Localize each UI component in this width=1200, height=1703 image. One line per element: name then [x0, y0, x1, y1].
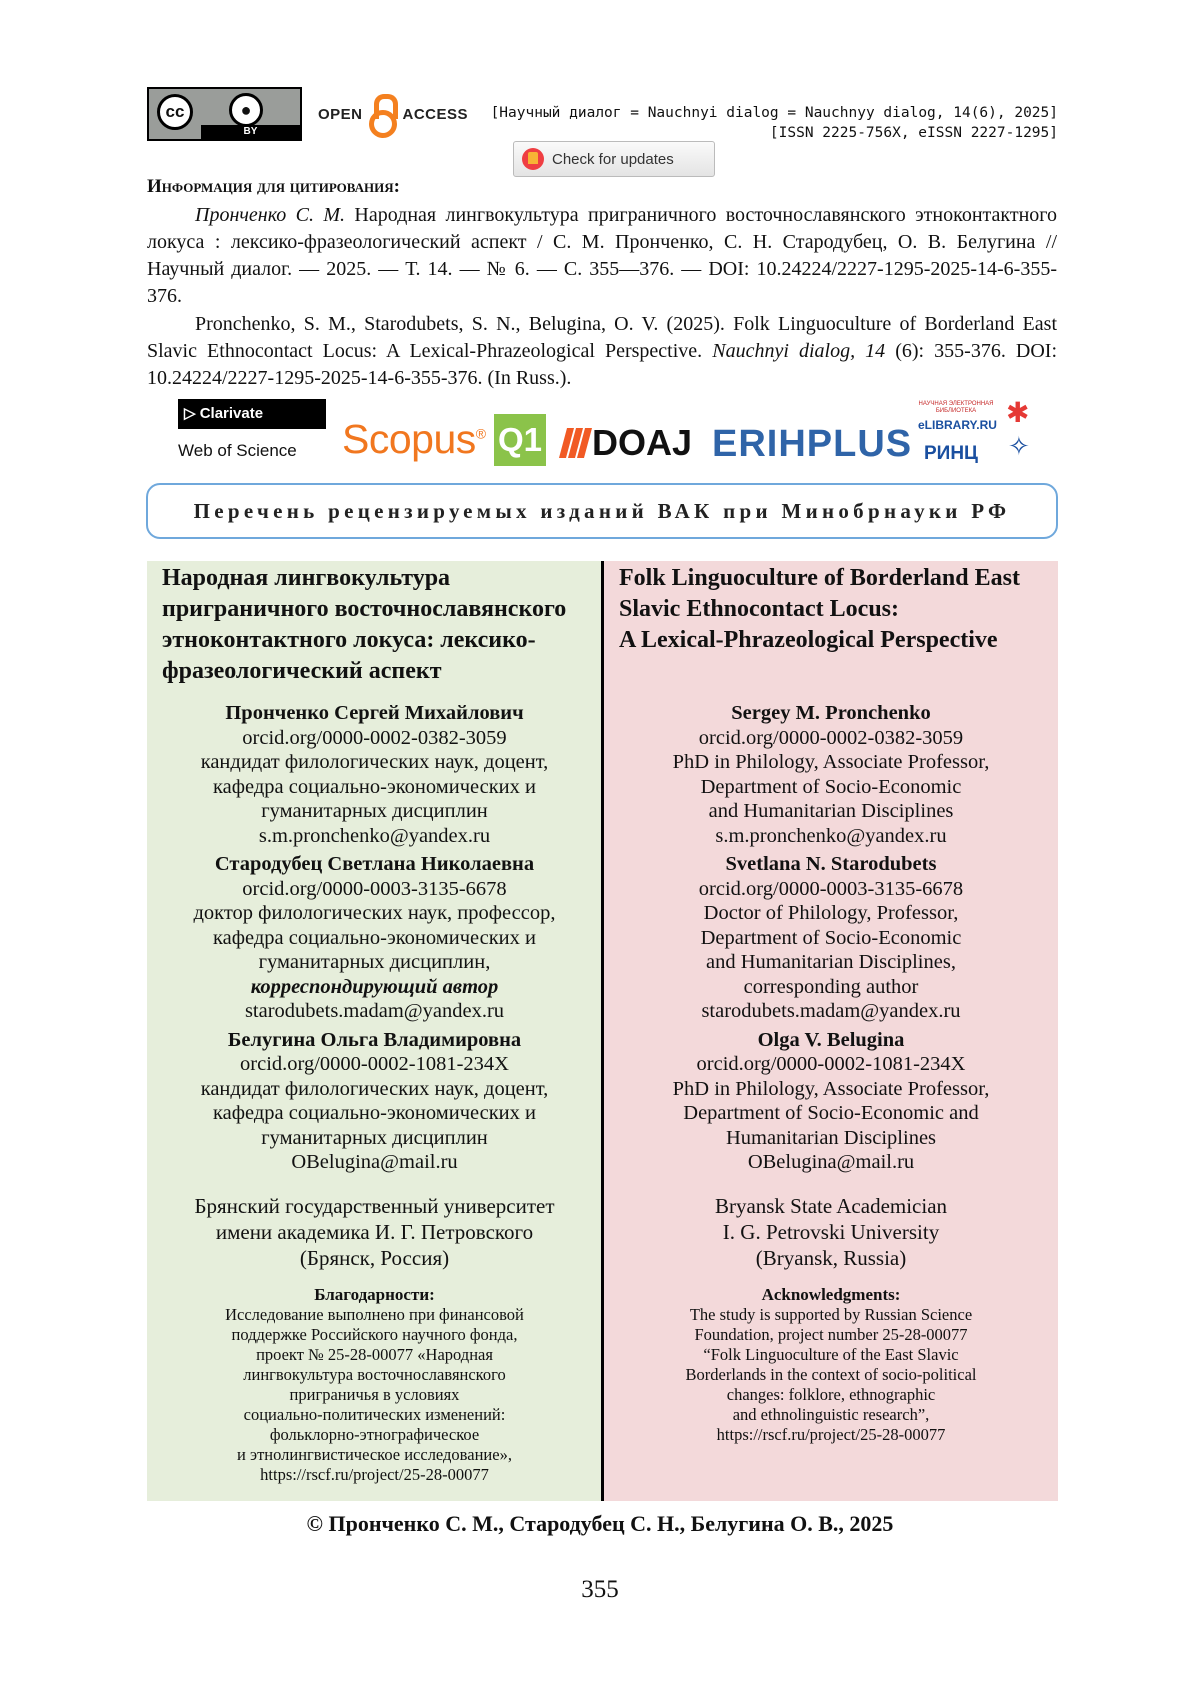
author-name: Стародубец Светлана Николаевна	[214, 853, 535, 875]
clarivate-logo: ▷ Clarivate	[178, 399, 326, 429]
author-email[interactable]: OBelugina@mail.ru	[291, 1151, 458, 1173]
citation-en-text-1: Pronchenko, S. M., Starodubets, S. N., Belugina, O. V. (2025). Folk Linguoculture of Borderland East Slavic Ethnocontact Locus: A Lexical-Phrazeological Perspective.	[147, 313, 1057, 362]
english-column	[604, 561, 1058, 1501]
author-dept: кафедра социально-экономических и	[213, 1102, 536, 1124]
affiliation: Брянский государственный университет имени академика И. Г. Петровского (Брянск, Россия)	[194, 1193, 555, 1270]
citation-heading: Информация для цитирования:	[147, 176, 400, 197]
affiliation: Bryansk State Academician I. G. Petrovski University (Bryansk, Russia)	[714, 1193, 948, 1270]
author-dept: гуманитарных дисциплин,	[258, 951, 491, 973]
author-degree: кандидат филологических наук, доцент,	[200, 1077, 549, 1100]
author-name: Пронченко Сергей Михайлович	[225, 702, 524, 724]
citation-en-text-2: (6): 355-376. DOI: 10.24224/2227-1295-2025-14-6-355-376. (In Russ.).	[147, 340, 1058, 389]
author-orcid[interactable]: orcid.org/0000-0002-0382-3059	[698, 726, 964, 749]
acknowledgments: Acknowledgments: The study is supported by Russian Science Foundation, project number 25-28-00077 “Folk Linguoculture of the East Slavic Borderlands in the context of socio-political changes: folklore, ethnographic and ethnolinguistic research”, https://rscf.ru/project/25-28-00077	[604, 1285, 1058, 1445]
author-degree: PhD in Philology, Associate Professor,	[672, 1077, 990, 1100]
elibrary-person-icon: ✧	[1008, 431, 1030, 461]
author-degree: доктор филологических наук, профессор,	[193, 902, 556, 924]
cc-by-label: BY	[201, 125, 300, 139]
author-orcid[interactable]: orcid.org/0000-0003-3135-6678	[242, 877, 507, 900]
crossmark-icon	[522, 148, 544, 170]
check-for-updates-button[interactable]	[513, 141, 715, 177]
author-dept: Department of Socio-Economic	[700, 926, 962, 949]
author-email[interactable]: OBelugina@mail.ru	[747, 1151, 915, 1173]
web-of-science-logo: Web of Science	[178, 441, 297, 460]
author-dept: Humanitarian Disciplines	[725, 1126, 937, 1149]
author-orcid[interactable]: orcid.org/0000-0002-1081-234X	[240, 1053, 509, 1075]
corresponding-author-note: корреспондирующий автор	[250, 975, 499, 998]
page-number: 355	[581, 1576, 619, 1603]
open-lock-icon	[369, 94, 397, 134]
acknowledgments-heading: Acknowledgments:	[761, 1284, 901, 1304]
author-email[interactable]: starodubets.madam@yandex.ru	[701, 1000, 961, 1022]
journal-reference	[491, 103, 1058, 143]
q1-badge: Q1	[494, 414, 546, 466]
russian-article-title: Народная лингвокультура приграничного восточнославянского этноконтактного локуса: лексико-фразеологический аспект	[162, 565, 567, 684]
author-email[interactable]: s.m.pronchenko@yandex.ru	[258, 824, 491, 847]
check-updates-label: Check for updates	[552, 150, 674, 168]
author-degree: кандидат филологических наук, доцент,	[200, 751, 549, 773]
citation-ru-text: Народная лингвокультура приграничного восточнославянского этноконтактного локуса : лексико-фразеологический аспект / С. М. Пронченко, С. Н. Стародубец, О. В. Белугина // Научный диалог. — 2025. — Т. 14. — № 6. — С. 355—376. — DOI: 10.24224/2227-1295-2025-14-6-355-376.	[147, 204, 1057, 307]
citation-english	[147, 311, 1057, 392]
acknowledgments: Благодарности: Исследование выполнено при финансовой поддержке Российского научного фонда, проект № 25-28-00077 «Народная лингвокультура восточнославянского приграничья в условиях социально-политических изменений: фольклорно-этнографическое и этнолингвистическое исследование», https://rscf.ru/project/25-28-00077	[147, 1285, 602, 1485]
copyright-line: © Пронченко С. М., Стародубец С. Н., Белугина О. В., 2025	[306, 1511, 894, 1536]
acknowledgments-heading: Благодарности:	[314, 1284, 435, 1304]
author-dept: Department of Socio-Economic	[700, 775, 962, 798]
russian-author-info	[147, 701, 602, 1485]
grant-link[interactable]: https://rscf.ru/project/25-28-00077	[260, 1464, 489, 1484]
author-block	[604, 852, 1058, 1024]
open-access-logo	[318, 86, 468, 142]
citation-ru-author: Пронченко С. М.	[195, 204, 346, 226]
elibrary-star-icon: ✱	[1006, 397, 1030, 428]
author-dept: гуманитарных дисциплин	[261, 800, 488, 822]
author-block	[604, 1028, 1058, 1175]
author-orcid[interactable]: orcid.org/0000-0003-3135-6678	[698, 877, 964, 900]
erihplus-logo: ERIHPLUS	[712, 423, 913, 465]
author-dept: and Humanitarian Disciplines,	[706, 951, 956, 973]
author-degree: Doctor of Philology, Professor,	[703, 902, 959, 924]
author-block	[147, 701, 602, 848]
author-block	[147, 852, 602, 1024]
author-email[interactable]: s.m.pronchenko@yandex.ru	[715, 824, 947, 847]
scopus-logo: Scopus®	[342, 416, 486, 462]
journal-ref-line1: [Научный диалог = Nauchnyi dialog = Nauchnyy dialog, 14(6), 2025]	[490, 105, 1058, 121]
author-dept: Department of Socio-Economic and	[683, 1102, 979, 1124]
author-name: Белугина Ольга Владимировна	[227, 1028, 522, 1051]
author-block	[604, 701, 1058, 848]
attribution-person-icon: ●	[229, 93, 263, 127]
cc-by-license-badge[interactable]	[147, 87, 302, 141]
citation-en-journal: Nauchnyi dialog, 14	[712, 340, 886, 362]
author-degree: PhD in Philology, Associate Professor,	[672, 751, 990, 773]
author-email[interactable]: starodubets.madam@yandex.ru	[244, 1000, 505, 1022]
author-dept: гуманитарных дисциплин	[261, 1126, 488, 1149]
russian-column	[147, 561, 602, 1501]
author-block	[147, 1028, 602, 1175]
journal-ref-line2: [ISSN 2225-756X, eISSN 2227-1295]	[769, 125, 1058, 141]
author-name: Olga V. Belugina	[757, 1028, 905, 1051]
english-article-title: Folk Linguoculture of Borderland East Slavic Ethnocontact Locus: A Lexical-Phrazeological Perspective	[619, 565, 1020, 653]
open-access-access: ACCESS	[402, 105, 469, 123]
author-dept: кафедра социально-экономических и	[213, 926, 536, 949]
author-dept: кафедра социально-экономических и	[213, 775, 536, 798]
english-author-info	[604, 701, 1058, 1445]
doaj-logo: DOAJ	[563, 422, 692, 464]
author-orcid[interactable]: orcid.org/0000-0002-0382-3059	[242, 726, 507, 749]
corresponding-author-note: corresponding author	[743, 975, 919, 998]
grant-link[interactable]: https://rscf.ru/project/25-28-00077	[716, 1424, 946, 1444]
doaj-bars-icon	[559, 428, 592, 458]
author-name: Sergey M. Pronchenko	[731, 702, 931, 724]
creative-commons-icon: cc	[157, 94, 193, 130]
author-dept: and Humanitarian Disciplines	[708, 800, 954, 822]
open-access-open: OPEN	[318, 105, 363, 123]
author-name: Svetlana N. Starodubets	[725, 853, 937, 875]
elibrary-rinc-logo: НАУЧНАЯ ЭЛЕКТРОННАЯ БИБЛИОТЕКА eLIBRARY.RU РИНЦ ✱ ✧	[918, 397, 1030, 464]
vak-list-banner: Перечень рецензируемых изданий ВАК при Минобрнауки РФ	[146, 483, 1058, 539]
citation-russian	[147, 202, 1057, 310]
author-orcid[interactable]: orcid.org/0000-0002-1081-234X	[696, 1053, 966, 1075]
